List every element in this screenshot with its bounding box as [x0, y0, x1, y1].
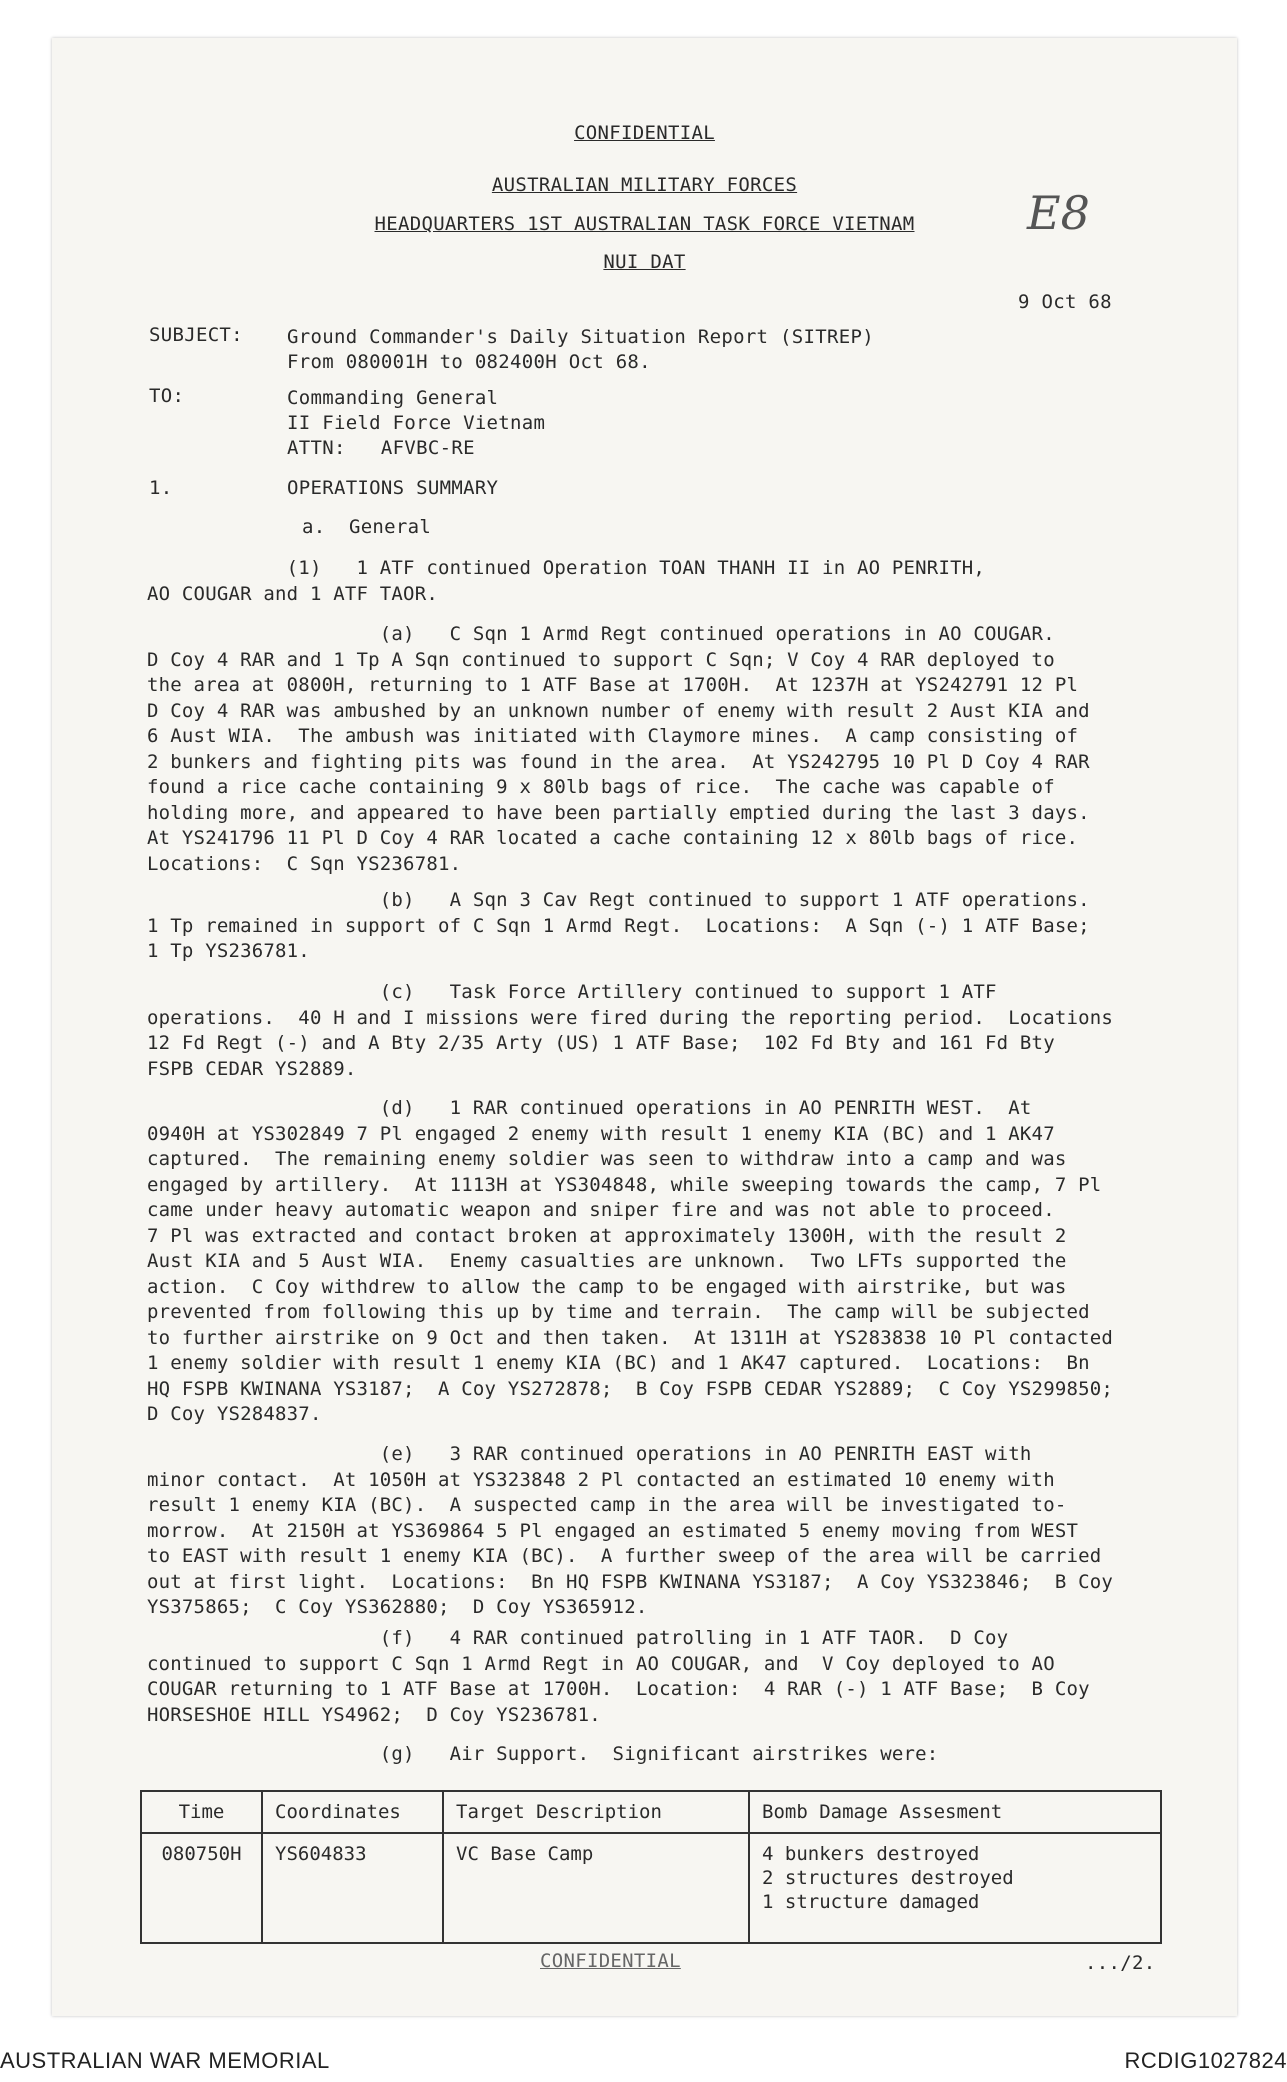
paragraph-1: (1) 1 ATF continued Operation TOAN THANH II in AO PENRITH, AO COUGAR and 1 ATF TAOR.	[147, 557, 986, 605]
paragraph-d: (d) 1 RAR continued operations in AO PENRITH WEST. At 0940H at YS302849 7 Pl engaged 2 enemy with result 1 enemy KIA (BC) and 1 AK47 captured. The remaining enemy soldier was seen to withdraw into a camp and was engaged by artillery. At 1113H at YS304848, while sweeping towards the camp, 7 Pl came under heavy automatic weapon and sniper fire and was not able to proceed. 7 Pl was extracted and contact broken at approximately 1300H, with the result 2 Aust KIA and 5 Aust WIA. Enemy casualties are unknown. Two LFTs supported the action. C Coy withdrew to allow the camp to be engaged with airstrike, but was prevented from following this up by time and terrain. The camp will be subjected to further airstrike on 9 Oct and then taken. At 1311H at YS283838 10 Pl contacted 1 enemy soldier with result 1 enemy KIA (BC) and 1 AK47 captured. Locations: Bn HQ FSPB KWINANA YS3187; A Coy YS272878; B Coy FSPB CEDAR YS2889; C Coy YS299850; D Coy YS284837.	[147, 1097, 1114, 1425]
paragraph-g: (g) Air Support. Significant airstrikes were:	[147, 1743, 939, 1765]
subsection-general: a. General	[302, 516, 432, 538]
continuation-marker: .../2.	[1085, 1952, 1156, 1974]
table-header-row	[141, 1791, 1161, 1833]
classification-footer: CONFIDENTIAL	[540, 1950, 681, 1972]
paragraph-c: (c) Task Force Artillery continued to support 1 ATF operations. 40 H and I missions were fired during the reporting period. Locations 12 Fd Regt (-) and A Bty 2/35 Arty (US) 1 ATF Base; 102 Fd Bty and 161 Fd Bty FSPB CEDAR YS2889.	[147, 981, 1114, 1080]
section-number: 1.	[149, 477, 173, 499]
to-label: TO:	[149, 385, 185, 407]
header-line-1: AUSTRALIAN MILITARY FORCES	[491, 174, 798, 196]
cell-target: VC Base Camp	[443, 1833, 749, 1943]
document-page	[52, 38, 1237, 2016]
subject-line-2: From 080001H to 082400H Oct 68.	[287, 351, 651, 373]
table-row	[141, 1833, 1161, 1943]
paragraph-e: (e) 3 RAR continued operations in AO PENRITH EAST with minor contact. At 1050H at YS323848 2 Pl contacted an estimated 10 enemy with result 1 enemy KIA (BC). A suspected camp in the area will be investigated to- morrow. At 2150H at YS369864 5 Pl engaged an estimated 5 enemy moving from WEST to EAST with result 1 enemy KIA (BC). A further sweep of the area will be carried out at first light. Locations: Bn HQ FSPB KWINANA YS3187; A Coy YS323846; B Coy YS375865; C Coy YS362880; D Coy YS365912.	[147, 1443, 1114, 1618]
archive-institution: AUSTRALIAN WAR MEMORIAL	[0, 2048, 330, 2073]
classification-header: CONFIDENTIAL	[574, 122, 715, 144]
archive-record-id: RCDIG1027824	[1124, 2048, 1287, 2073]
paragraph-a: (a) C Sqn 1 Armd Regt continued operations in AO COUGAR. D Coy 4 RAR and 1 Tp A Sqn continued to support C Sqn; V Coy 4 RAR deployed to the area at 0800H, returning to 1 ATF Base at 1700H. At 1237H at YS242791 12 Pl D Coy 4 RAR was ambushed by an unknown number of enemy with result 2 Aust KIA and 6 Aust WIA. The ambush was initiated with Claymore mines. A camp consisting of 2 bunkers and fighting pits was found in the area. At YS242795 10 Pl D Coy 4 RAR found a rice cache containing 9 x 80lb bags of rice. The cache was capable of holding more, and appeared to have been partially emptied during the last 3 days. At YS241796 11 Pl D Coy 4 RAR located a cache containing 12 x 80lb bags of rice. Locations: C Sqn YS236781.	[147, 623, 1090, 875]
header-line-2: HEADQUARTERS 1ST AUSTRALIAN TASK FORCE VIETNAM	[374, 213, 915, 235]
document-date: 9 Oct 68	[1018, 291, 1112, 313]
header-target: Target Description	[443, 1791, 749, 1833]
header-damage: Bomb Damage Assesment	[749, 1791, 1161, 1833]
to-line-2: II Field Force Vietnam	[287, 412, 546, 434]
paragraph-b: (b) A Sqn 3 Cav Regt continued to support 1 ATF operations. 1 Tp remained in support of C Sqn 1 Armd Regt. Locations: A Sqn (-) 1 ATF Base; 1 Tp YS236781.	[147, 889, 1090, 962]
subject-label: SUBJECT:	[149, 324, 243, 346]
paragraph-f: (f) 4 RAR continued patrolling in 1 ATF TAOR. D Coy continued to support C Sqn 1 Armd Regt in AO COUGAR, and V Coy deployed to AO COUGAR returning to 1 ATF Base at 1700H. Location: 4 RAR (-) 1 ATF Base; B Coy HORSESHOE HILL YS4962; D Coy YS236781.	[147, 1627, 1090, 1726]
cell-time: 080750H	[141, 1833, 262, 1943]
to-line-1: Commanding General	[287, 387, 499, 409]
header-line-3: NUI DAT	[603, 251, 686, 273]
subject-line-1: Ground Commander's Daily Situation Report (SITREP)	[287, 326, 874, 348]
handwritten-reference: E8	[1027, 186, 1090, 240]
header-time: Time	[141, 1791, 262, 1833]
to-line-3: ATTN: AFVBC-RE	[287, 437, 475, 459]
section-title: OPERATIONS SUMMARY	[287, 477, 499, 499]
header-coordinates: Coordinates	[262, 1791, 443, 1833]
cell-coordinates: YS604833	[262, 1833, 443, 1943]
airstrike-table	[140, 1790, 1162, 1944]
cell-damage: 4 bunkers destroyed 2 structures destroyed 1 structure damaged	[749, 1833, 1161, 1943]
